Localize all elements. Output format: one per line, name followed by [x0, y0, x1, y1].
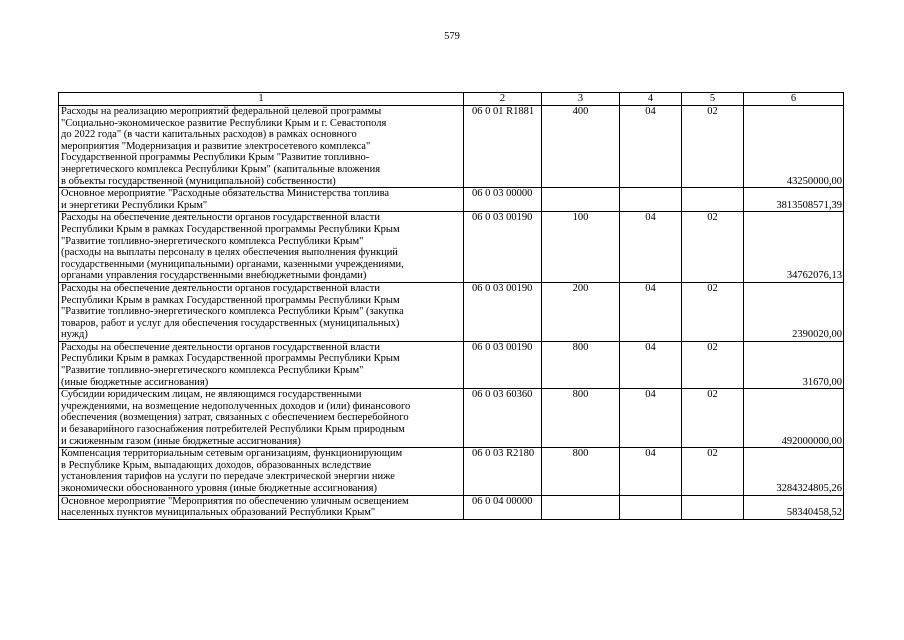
description-line: нужд)	[61, 329, 88, 341]
table-row	[59, 212, 844, 283]
budget-table	[58, 92, 844, 520]
description-line: Республики Крым в рамках Государственной программы Республики Крым	[61, 294, 400, 306]
table-row	[59, 448, 844, 495]
table-row	[59, 495, 844, 519]
description-line: Расходы на обеспечение деятельности органов государственной власти	[61, 212, 380, 224]
cell-code: 06 0 03 00190	[464, 212, 542, 283]
description-line: Государственной программы Республики Крым "Развитие топливно-	[61, 152, 370, 164]
cell-code: 06 0 01 R1881	[464, 106, 542, 188]
cell-section: 04	[620, 341, 682, 388]
description-line: органами управления государственными внебюджетными фондами)	[61, 270, 367, 282]
description-line: Расходы на обеспечение деятельности органов государственной власти	[61, 341, 380, 353]
table-row	[59, 106, 844, 188]
description-line: "Развитие топливно-энергетического комплекса Республики Крым"	[61, 235, 364, 247]
cell-section: 04	[620, 106, 682, 188]
cell-description	[59, 188, 464, 212]
description-line: установления тарифов на услуги по передаче электрической энергии ниже	[61, 471, 395, 483]
cell-subsection: 02	[682, 341, 744, 388]
description-line: государственными (муниципальными) органами, казенными учреждениями,	[61, 258, 404, 270]
cell-section: 04	[620, 448, 682, 495]
cell-subsection	[682, 188, 744, 212]
cell-subsection: 02	[682, 448, 744, 495]
cell-expense-type: 200	[542, 282, 620, 341]
header-cell-expense-type: 3	[542, 93, 620, 106]
cell-code: 06 0 03 00190	[464, 282, 542, 341]
description-line: Республики Крым в рамках Государственной программы Республики Крым	[61, 223, 400, 235]
description-line: Компенсация территориальным сетевым организациям, функционирующим	[61, 448, 403, 460]
cell-code: 06 0 03 00190	[464, 341, 542, 388]
description-line: Основное мероприятие "Расходные обязательства Министерства топлива	[61, 188, 390, 200]
description-line: "Развитие топливно-энергетического комплекса Республики Крым"	[61, 365, 364, 377]
cell-subsection: 02	[682, 389, 744, 448]
cell-expense-type	[542, 188, 620, 212]
description-line: учреждениями, на возмещение недополученных доходов и (или) финансового	[61, 400, 411, 412]
cell-amount: 492000000,00	[744, 389, 844, 448]
cell-description	[59, 212, 464, 283]
description-line: Основное мероприятие "Мероприятия по обеспечению уличным освещением	[61, 495, 409, 507]
description-line: и энергетики Республики Крым"	[61, 199, 208, 211]
table-row	[59, 282, 844, 341]
cell-code: 06 0 03 60360	[464, 389, 542, 448]
description-line: и сжиженным газом (иные бюджетные ассигнования)	[61, 435, 301, 447]
description-line: Расходы на обеспечение деятельности органов государственной власти	[61, 282, 380, 294]
description-line: в объекты государственной (муниципальной) собственности)	[61, 175, 336, 187]
cell-description	[59, 106, 464, 188]
cell-amount: 58340458,52	[744, 495, 844, 519]
description-line: в Республике Крым, выпадающих доходов, образованных вследствие	[61, 459, 372, 471]
page-number: 579	[444, 31, 460, 42]
cell-expense-type: 800	[542, 341, 620, 388]
cell-code: 06 0 03 00000	[464, 188, 542, 212]
cell-subsection: 02	[682, 282, 744, 341]
cell-expense-type: 400	[542, 106, 620, 188]
header-cell-section: 4	[620, 93, 682, 106]
table-row	[59, 341, 844, 388]
cell-description	[59, 282, 464, 341]
description-line: обеспечения (возмещения) затрат, связанных с обеспечением бесперебойного	[61, 412, 409, 424]
header-cell-amount: 6	[744, 93, 844, 106]
cell-amount: 43250000,00	[744, 106, 844, 188]
description-line: и безаварийного газоснабжения потребителей Республики Крым природным	[61, 424, 405, 436]
description-line: (расходы на выплаты персоналу в целях обеспечения выполнения функций	[61, 247, 398, 259]
header-cell-subsection: 5	[682, 93, 744, 106]
cell-expense-type	[542, 495, 620, 519]
description-line: мероприятия "Модернизация и развитие электросетевого комплекса"	[61, 140, 371, 152]
cell-amount: 34762076,13	[744, 212, 844, 283]
cell-code: 06 0 04 00000	[464, 495, 542, 519]
cell-description	[59, 389, 464, 448]
header-cell-code: 2	[464, 93, 542, 106]
cell-subsection	[682, 495, 744, 519]
table-row	[59, 389, 844, 448]
cell-amount: 3284324805,26	[744, 448, 844, 495]
cell-subsection: 02	[682, 212, 744, 283]
cell-section: 04	[620, 212, 682, 283]
description-line: Республики Крым в рамках Государственной программы Республики Крым	[61, 353, 400, 365]
cell-subsection: 02	[682, 106, 744, 188]
description-line: населенных пунктов муниципальных образований Республики Крым"	[61, 507, 376, 519]
cell-amount: 2390020,00	[744, 282, 844, 341]
description-line: "Развитие топливно-энергетического комплекса Республики Крым" (закупка	[61, 306, 404, 318]
cell-expense-type: 800	[542, 448, 620, 495]
description-line: "Социально-экономическое развитие Республики Крым и г. Севастополя	[61, 117, 387, 129]
description-line: (иные бюджетные ассигнования)	[61, 376, 209, 388]
cell-description	[59, 495, 464, 519]
cell-code: 06 0 03 R2180	[464, 448, 542, 495]
cell-section: 04	[620, 282, 682, 341]
cell-section	[620, 495, 682, 519]
description-line: до 2022 года" (в части капитальных расходов) в рамках основного	[61, 129, 357, 141]
cell-amount: 31670,00	[744, 341, 844, 388]
cell-amount: 3813508571,39	[744, 188, 844, 212]
header-cell-description: 1	[59, 93, 464, 106]
cell-section	[620, 188, 682, 212]
table-row	[59, 188, 844, 212]
cell-expense-type: 800	[542, 389, 620, 448]
description-line: энергетического комплекса Республики Крым" (капитальные вложения	[61, 163, 381, 175]
table-body	[59, 93, 844, 520]
description-line: товаров, работ и услуг для обеспечения государственных (муниципальных)	[61, 317, 400, 329]
cell-description	[59, 341, 464, 388]
table-header-row	[59, 93, 844, 106]
cell-expense-type: 100	[542, 212, 620, 283]
description-line: экономически обоснованного уровня (иные бюджетные ассигнования)	[61, 483, 377, 494]
description-line: Субсидии юридическим лицам, не являющимся государственными	[61, 389, 362, 401]
description-line: Расходы на реализацию мероприятий федеральной целевой программы	[61, 106, 382, 117]
cell-section: 04	[620, 389, 682, 448]
cell-description	[59, 448, 464, 495]
